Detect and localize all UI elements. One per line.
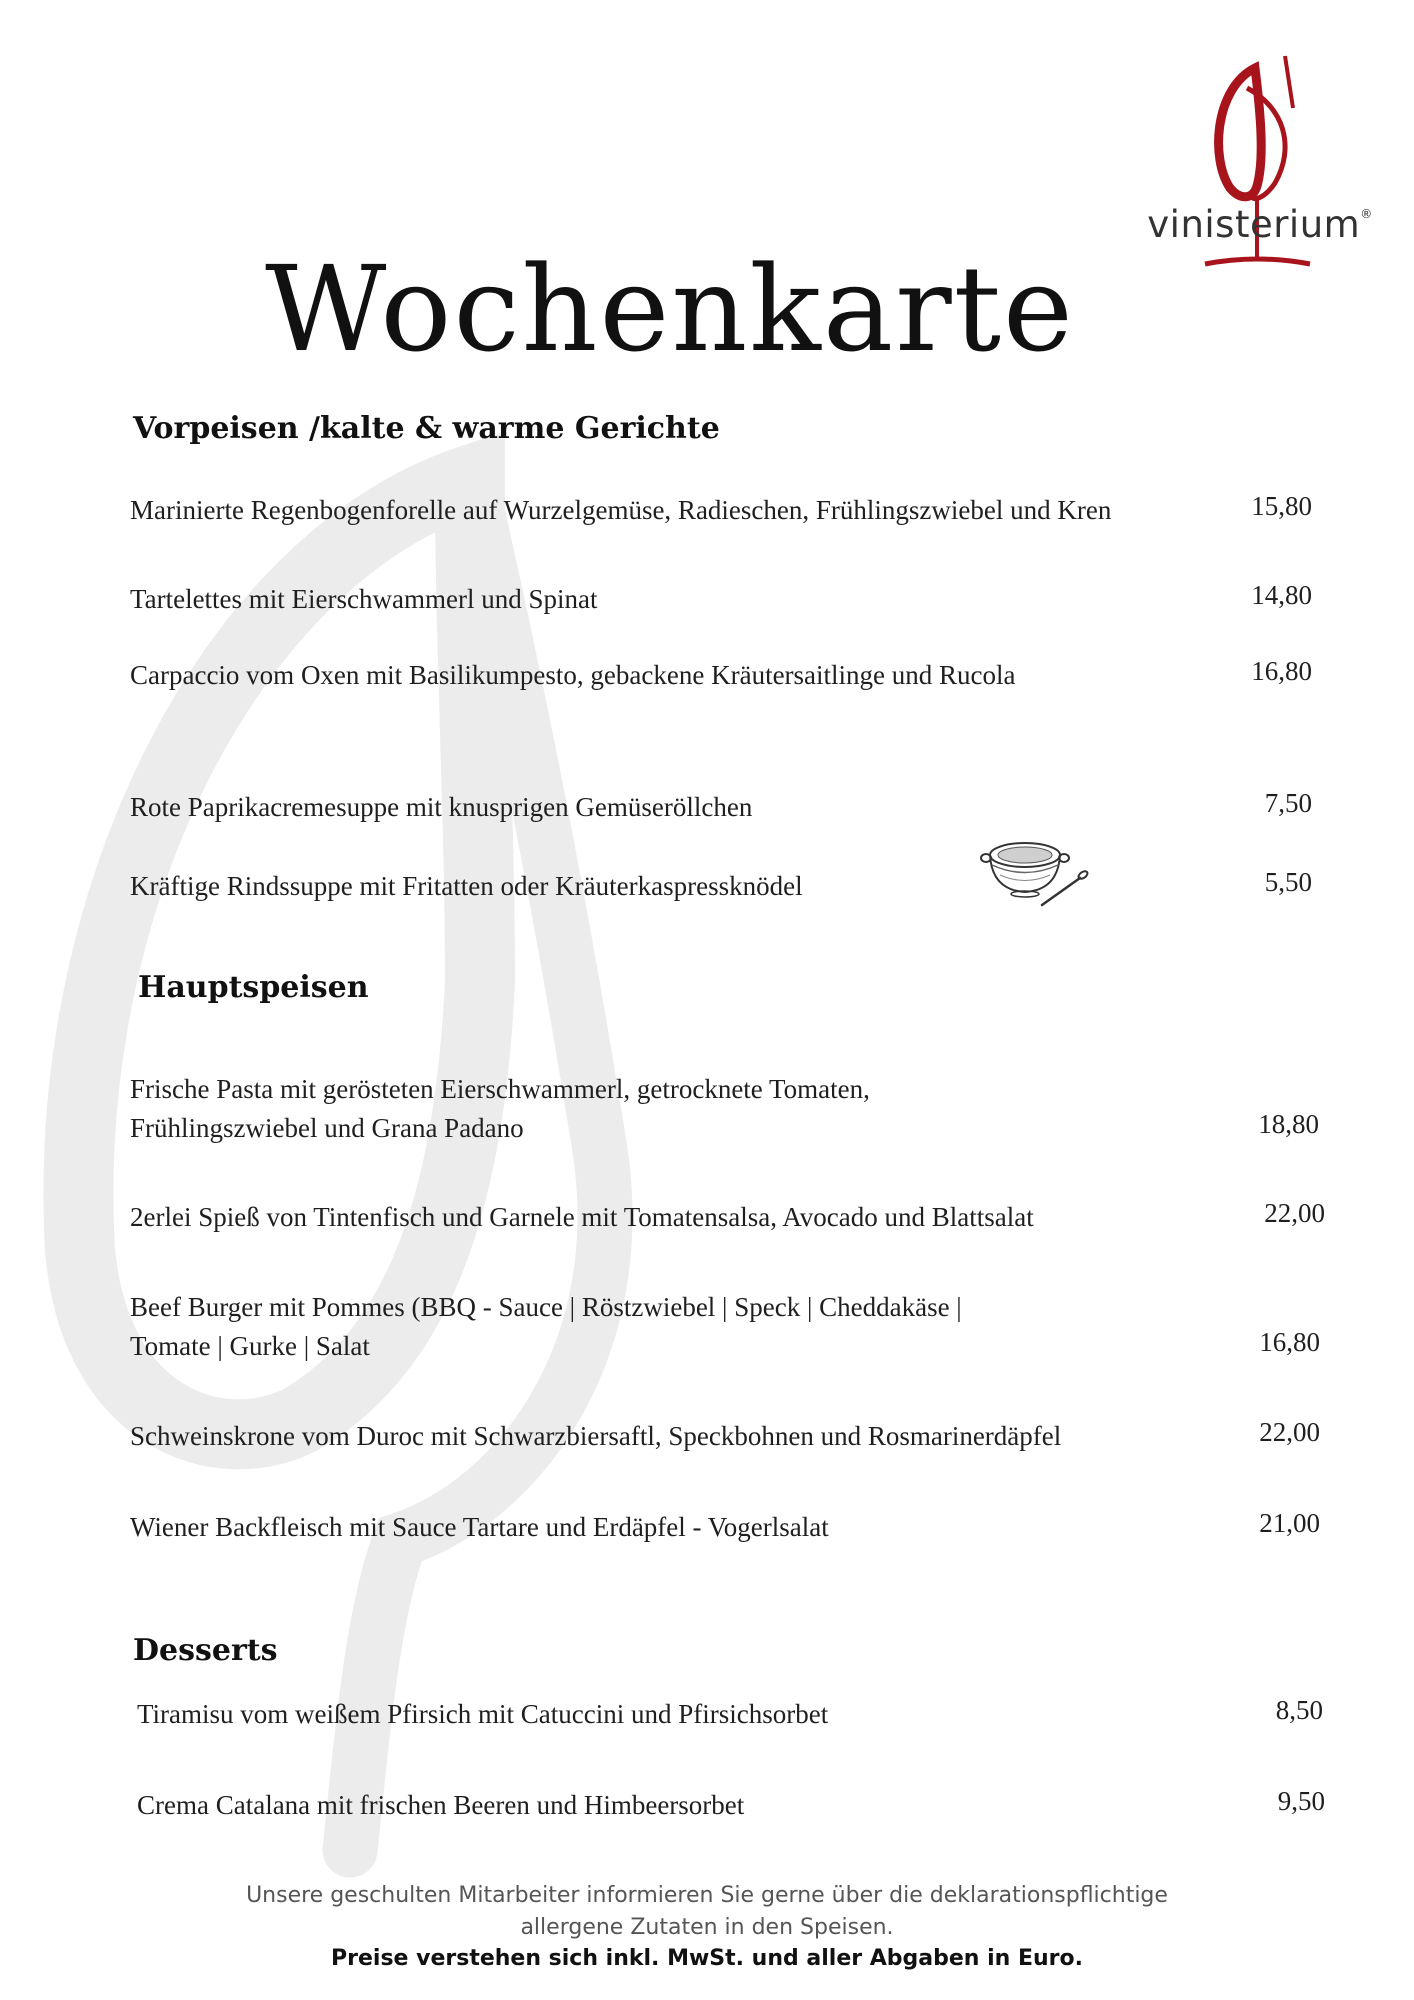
menu-item-price: 8,50 <box>1275 1695 1323 1725</box>
menu-item-price: 15,80 <box>1251 491 1312 521</box>
menu-item: Carpaccio vom Oxen mit Basilikumpesto, gebackene Kräutersaitlinge und Rucola <box>130 660 1016 690</box>
section-heading-desserts: Desserts <box>133 1633 278 1668</box>
menu-item: Rote Paprikacremesuppe mit knusprigen Gemüseröllchen <box>130 792 753 822</box>
page-title: Wochenkarte <box>265 240 1075 378</box>
menu-item: Tartelettes mit Eierschwammerl und Spinat <box>130 584 598 614</box>
menu-item-price: 22,00 <box>1259 1417 1320 1447</box>
menu-item <box>130 1288 962 1366</box>
menu-item-line: Frühlingszwiebel und Grana Padano <box>130 1113 524 1143</box>
menu-item-price: 9,50 <box>1277 1786 1325 1816</box>
menu-item-price: 16,80 <box>1259 1327 1320 1357</box>
menu-item-price: 14,80 <box>1251 580 1312 610</box>
menu-item-price: 22,00 <box>1264 1198 1325 1228</box>
menu-item: Crema Catalana mit frischen Beeren und Himbeersorbet <box>137 1790 745 1820</box>
menu-item-price: 16,80 <box>1251 656 1312 686</box>
menu-item <box>130 1070 870 1148</box>
menu-item: Tiramisu vom weißem Pfirsich mit Catuccini und Pfirsichsorbet <box>137 1699 829 1729</box>
menu-item: Schweinskrone vom Duroc mit Schwarzbiersaftl, Speckbohnen und Rosmarinerdäpfel <box>130 1421 1062 1451</box>
menu-item: 2erlei Spieß von Tintenfisch und Garnele mit Tomatensalsa, Avocado und Blattsalat <box>130 1202 1034 1232</box>
menu-item-price: 5,50 <box>1264 867 1312 897</box>
allergen-note-line: allergene Zutaten in den Speisen. <box>520 1915 894 1940</box>
menu-item-price: 18,80 <box>1258 1109 1319 1139</box>
section-heading-vorspeisen: Vorpeisen /kalte & warme Gerichte <box>133 411 720 446</box>
menu-item: Kräftige Rindssuppe mit Fritatten oder Kräuterkaspressknödel <box>130 871 803 901</box>
brand-name: vinisterium® <box>1147 203 1373 246</box>
section-heading-hauptspeisen: Hauptspeisen <box>138 970 369 1005</box>
menu-item-price: 21,00 <box>1259 1508 1320 1538</box>
menu-item-line: Tomate | Gurke | Salat <box>130 1331 370 1361</box>
menu-item-line: Beef Burger mit Pommes (BBQ - Sauce | Röstzwiebel | Speck | Cheddakäse | <box>130 1292 962 1322</box>
allergen-note <box>0 1880 1414 1944</box>
menu-item: Marinierte Regenbogenforelle auf Wurzelgemüse, Radieschen, Frühlingszwiebel und Kren <box>130 495 1112 525</box>
allergen-note-line: Unsere geschulten Mitarbeiter informieren Sie gerne über die deklarationspflichtige <box>246 1883 1168 1908</box>
menu-item-price: 7,50 <box>1264 788 1312 818</box>
price-note: Preise verstehen sich inkl. MwSt. und aller Abgaben in Euro. <box>331 1946 1083 1971</box>
menu-item-line: Frische Pasta mit gerösteten Eierschwammerl, getrocknete Tomaten, <box>130 1074 870 1104</box>
menu-item: Wiener Backfleisch mit Sauce Tartare und Erdäpfel - Vogerlsalat <box>130 1512 829 1542</box>
soup-bowl-icon <box>980 830 1090 920</box>
